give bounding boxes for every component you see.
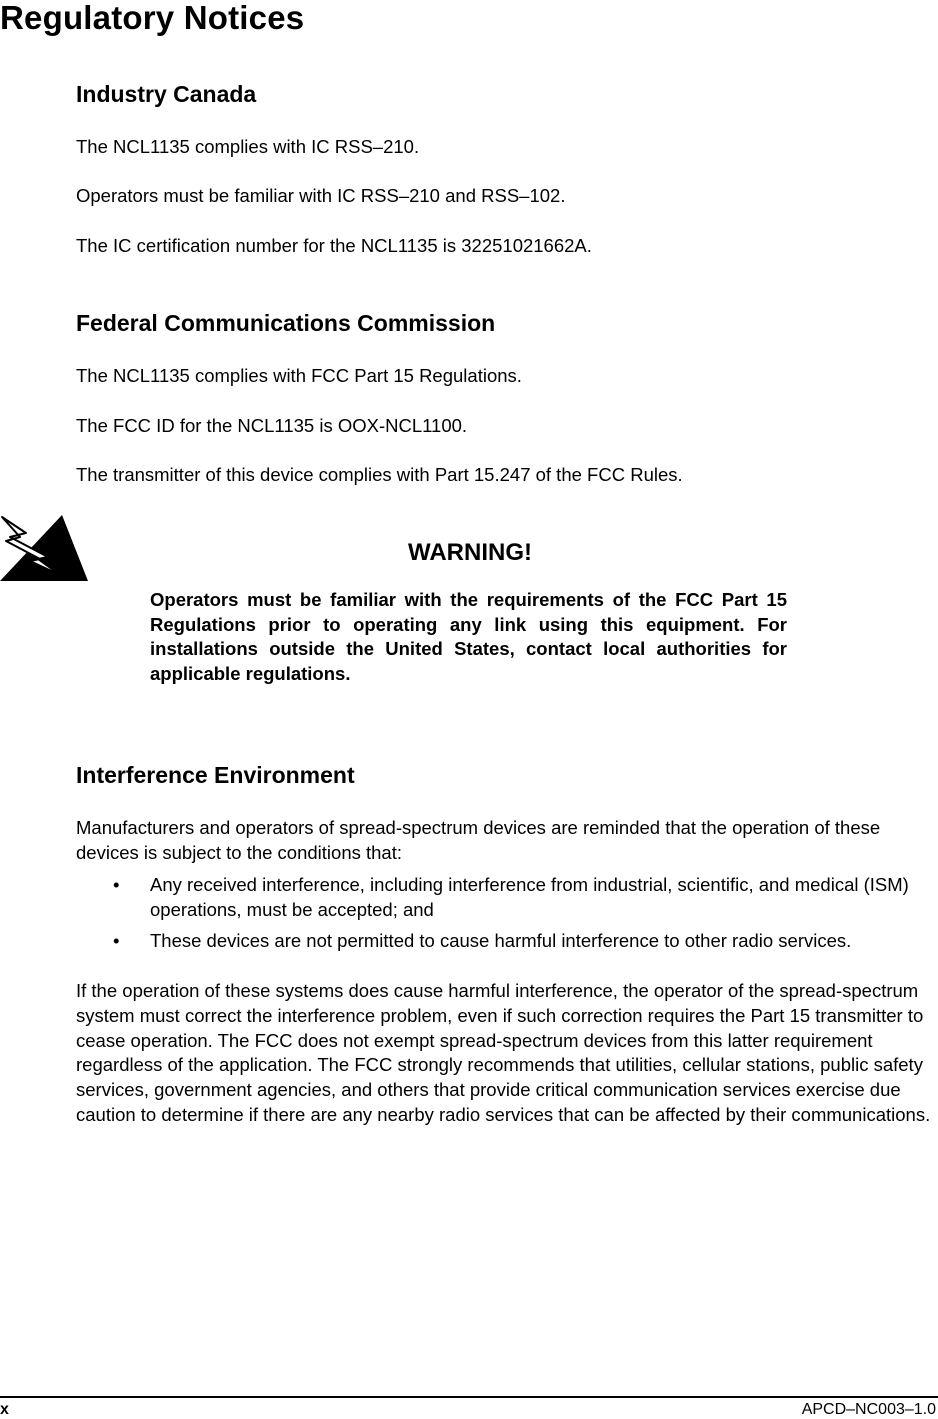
warning-body: Operators must be familiar with the requirements of the FCC Part 15 Regulations prior to operating any link using this equipment. For installations outside the United States, contact local authorities for applicable regulations. (150, 589, 787, 684)
interference-conditions-list (76, 872, 938, 959)
fcc-line-transmitter: The transmitter of this device complies with Part 15.247 of the FCC Rules. (76, 464, 683, 485)
bullet-icon: • (113, 930, 120, 951)
fcc-line-id: The FCC ID for the NCL1135 is OOX-NCL1100. (76, 415, 468, 436)
page-title: Regulatory Notices (0, 0, 305, 36)
interference-closing: If the operation of these systems does cause harmful interference, the operator of the spread-spectrum system must correct the interference problem, even if such correction requires the Part 15 transmitter to cease operation. The FCC does not exempt spread-spectrum devices from this latter requirement regardless of the application. The FCC strongly recommends that utilities, cellular stations, public safety services, government agencies, and others that provide critical communication services exercise due caution to determine if there are any nearby radio services that can be affected by their communications. (76, 980, 931, 1125)
list-item (76, 928, 938, 953)
fcc-line-compliance: The NCL1135 complies with FCC Part 15 Regulations. (76, 365, 522, 386)
list-item-text: These devices are not permitted to cause harmful interference to other radio services. (150, 930, 852, 951)
ic-line-familiar: Operators must be familiar with IC RSS–210 and RSS–102. (76, 185, 566, 206)
list-item (76, 872, 938, 922)
footer-divider (0, 1396, 938, 1398)
interference-intro: Manufacturers and operators of spread-spectrum devices are reminded that the operation of these devices is subject to the conditions that: (76, 817, 881, 863)
fcc-heading: Federal Communications Commission (76, 310, 496, 336)
ic-line-compliance: The NCL1135 complies with IC RSS–210. (76, 136, 420, 157)
page-number: x (0, 1401, 9, 1418)
lightning-warning-icon (0, 513, 90, 583)
warning-title: WARNING! (408, 539, 532, 566)
interference-heading: Interference Environment (76, 762, 355, 788)
list-item-text: Any received interference, including interference from industrial, scientific, and medical (ISM) operations, must be accepted; and (150, 874, 909, 920)
industry-canada-heading: Industry Canada (76, 81, 257, 107)
ic-line-certification: The IC certification number for the NCL1135 is 32251021662A. (76, 235, 592, 256)
document-id: APCD–NC003–1.0 (801, 1401, 936, 1418)
bullet-icon: • (113, 874, 120, 895)
